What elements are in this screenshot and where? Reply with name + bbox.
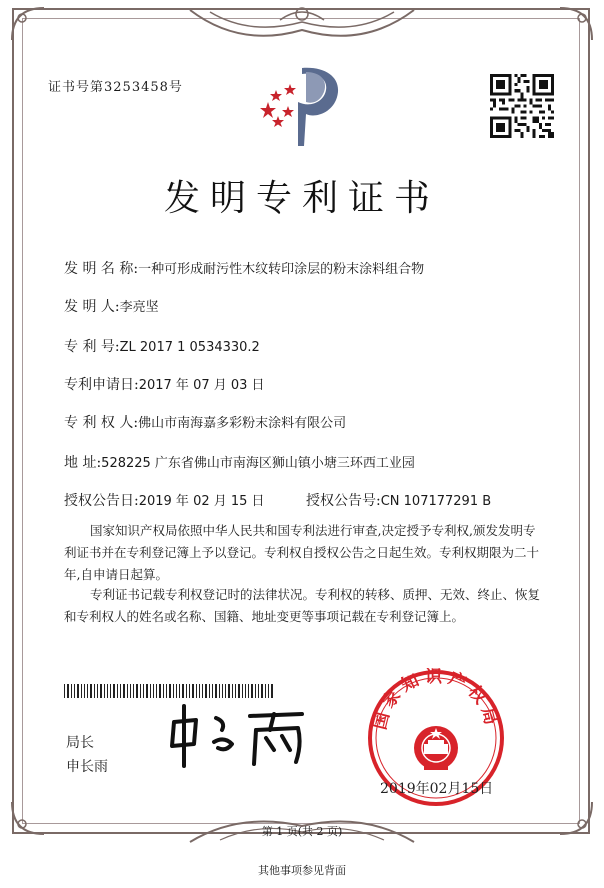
corner-ornament-top-left-icon (8, 4, 48, 44)
filing-date-label: 专利申请日: (64, 377, 139, 393)
corner-ornament-top-right-icon (556, 4, 596, 44)
grant-date-label: 授权公告日: (64, 493, 139, 509)
patentee-label: 专 利 权 人: (64, 415, 139, 431)
grant-number-label: 授权公告号: (306, 493, 381, 509)
invention-name-label: 发 明 名 称: (64, 261, 139, 277)
invention-name-value: 一种可形成耐污性木纹转印涂层的粉末涂料组合物 (138, 262, 425, 277)
signatory-name: 申长雨 (66, 759, 108, 775)
inventor-row (64, 296, 159, 316)
address-row (64, 452, 415, 472)
top-ornament-icon (180, 0, 424, 50)
address-label: 地 址: (64, 455, 102, 471)
patent-office-logo-icon (258, 62, 348, 148)
seal-date: 2019年02月15日 (380, 781, 494, 797)
grant-number-row (306, 490, 491, 510)
barcode-icon (64, 684, 274, 698)
patent-number-label: 专 利 号: (64, 339, 120, 355)
patent-number-value: ZL 2017 1 0534330.2 (119, 340, 260, 355)
inventor-value: 李亮坚 (119, 300, 159, 315)
filing-date-row (64, 374, 265, 394)
handwritten-signature-icon (166, 700, 316, 770)
grant-date-value: 2019 年 02 月 15 日 (138, 494, 265, 509)
filing-date-value: 2017 年 07 月 03 日 (138, 378, 265, 393)
grant-date-row (64, 490, 265, 510)
body-paragraph-2: 专利证书记载专利权登记时的法律状况。专利权的转移、质押、无效、终止、恢复和专利权人的姓名或名称、国籍、地址变更等事项记载在专利登记簿上。 (64, 587, 541, 624)
grant-number-value: CN 107177291 B (380, 494, 492, 509)
signatory-title: 局长 (66, 735, 94, 751)
address-value: 528225 广东省佛山市南海区狮山镇小塘三环西工业园 (101, 456, 415, 471)
patentee-row (64, 412, 346, 432)
certificate-number: 证书号第3253458号 (48, 80, 183, 95)
invention-name-row (64, 258, 424, 278)
certificate-title: 发明专利证书 (163, 178, 440, 219)
qr-code-icon (490, 74, 554, 138)
svg-text:国家知识产权局: 国家知识产权局 (370, 668, 502, 732)
page-number: 第 1 页(共 2 页) (261, 825, 343, 838)
patentee-value: 佛山市南海嘉多彩粉末涂料有限公司 (138, 416, 347, 431)
body-paragraph-1: 国家知识产权局依照中华人民共和国专利法进行审查,决定授予专利权,颁发发明专利证书并在专利登记簿上予以登记。专利权自授权公告之日起生效。专利权期限为二十年,自申请日起算。 (64, 523, 540, 582)
patent-number-row (64, 336, 260, 356)
inventor-label: 发 明 人: (64, 299, 120, 315)
footer-note: 其他事项参见背面 (258, 864, 346, 877)
